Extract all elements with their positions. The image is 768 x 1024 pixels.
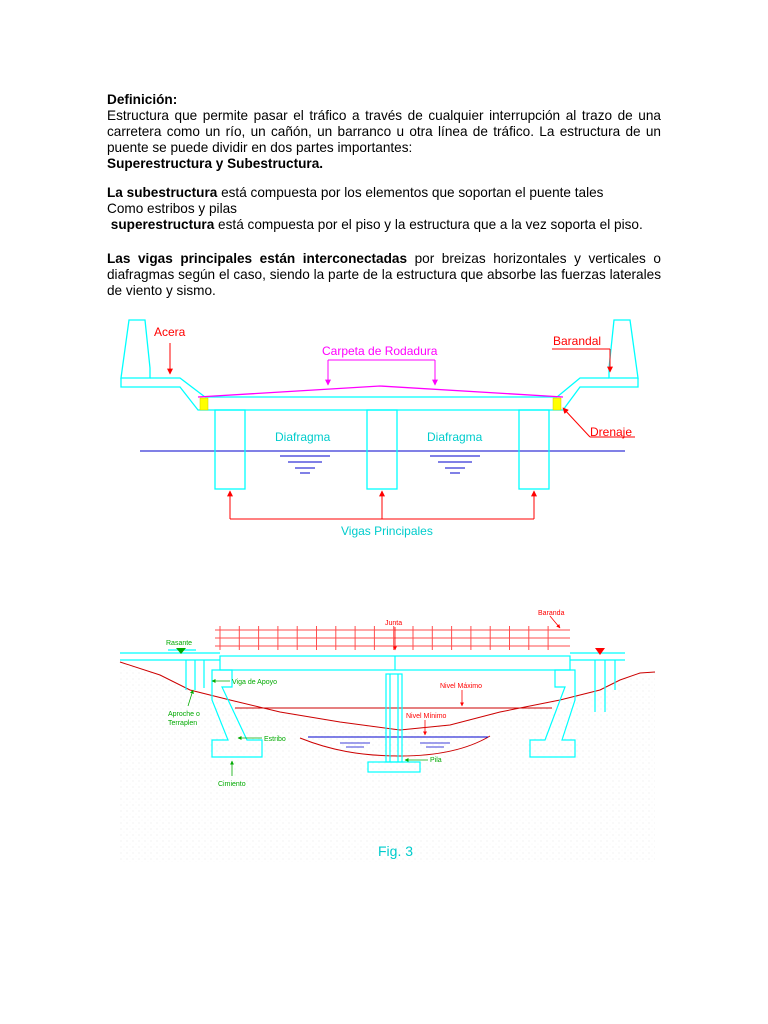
label-vigas: Vigas Principales: [341, 524, 433, 538]
label-junta: Junta: [385, 620, 403, 627]
label-pila: Pila: [430, 757, 442, 764]
vigas-paragraph: Las vigas principales están interconectadas por breizas horizontales y verticales o diafragmas según el caso, siendo la parte de la estructura que absorbe las fuerzas laterales de viento y sismo.: [107, 251, 661, 298]
superestructura-line: superestructura está compuesta por el piso y la estructura que a la vez soporta el piso.: [110, 217, 643, 232]
label-barandal: Barandal: [553, 334, 602, 348]
definicion-parts: Superestructura y Subestructura.: [107, 156, 324, 171]
drain-right: [553, 398, 561, 410]
drenaje-arrow: [563, 408, 590, 437]
label-carpeta: Carpeta de Rodadura: [322, 344, 438, 358]
drain-left: [200, 398, 208, 410]
water-symbol-right: [430, 456, 480, 473]
label-drenaje: Drenaje: [590, 425, 633, 439]
label-nivel-minimo: Nivel Mínimo: [406, 713, 447, 720]
right-level-marker: [595, 648, 605, 655]
figure-caption: Fig. 3: [378, 843, 414, 859]
label-baranda: Baranda: [538, 610, 565, 617]
definicion-heading: Definición:: [107, 92, 178, 107]
label-estribo: Estribo: [264, 736, 286, 743]
railing: [215, 630, 570, 646]
label-acera: Acera: [154, 325, 186, 339]
subestructura-line1: La subestructura está compuesta por los elementos que soportan el puente tales: [107, 185, 604, 200]
label-diafragma-left: Diafragma: [275, 430, 331, 444]
rodadura-layer: [198, 386, 563, 397]
label-nivel-maximo: Nivel Máximo: [440, 683, 483, 690]
label-viga-apoyo: Viga de Apoyo: [232, 679, 278, 686]
water-symbol-left: [280, 456, 330, 473]
bridge-longitudinal-figure: [0, 560, 768, 880]
label-cimiento: Cimiento: [218, 781, 246, 788]
label-aproche-2: Terraplen: [168, 720, 198, 727]
label-diafragma-right: Diafragma: [427, 430, 483, 444]
label-aproche-1: Aproche o: [168, 711, 200, 718]
subestructura-line2: Como estribos y pilas: [107, 201, 237, 216]
definicion-body: Estructura que permite pasar el tráfico a través de cualquier interrupción al trazo de una carretera como un río, un cañón, un barranco u otra línea de tráfico. La estructura de un puente se puede dividir en dos partes importantes:: [107, 108, 661, 155]
label-rasante: Rasante: [166, 640, 193, 647]
